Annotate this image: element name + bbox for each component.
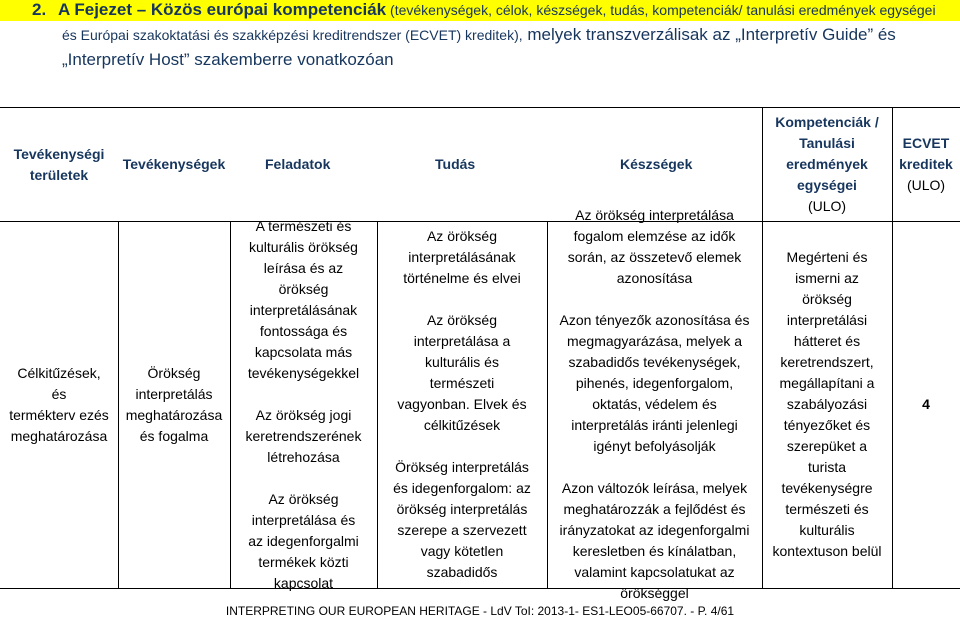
cell-area: Célkitűzések, és termékterv ezés meghatározása: [9, 364, 109, 444]
cell-skills: Az örökség interpretálása fogalom elemzése az idők során, az összetevő elemek azonosítása Azon tényezők azonosítása és megmagyarázása, melyek a szabadidős tevékenységek, pihenés, idegenforgalom, oktatás, védelem és interpretálás iránti jelenlegi igényt befolyásolják Azon változók leírása, melyek meghatározzák a fejlődést és irányzatokat az idegenforgalmi keresletben és kínálatban, valamint kapcsolatukat az örökséggel: [559, 207, 750, 601]
chapter-subtitle: (tevékenységek, célok, készségek, tudás, kompetenciák/ tanulási eredmények egységei: [386, 2, 936, 18]
heading-line-1: [32, 0, 936, 20]
header-tasks: Feladatok: [265, 156, 331, 172]
cell-tasks: A természeti és kulturális örökség leírása és az örökség interpretálásának fontossága és kapcsolata más tevékenységekkel Az örökség jogi keretrendszerének létrehozása Az örökség interpretálása és az idegenforgalmi termékek közti kapcsolat: [245, 217, 362, 591]
cell-knowledge: Az örökség interpretálásának történelme és elvei Az örökség interpretálása a kulturális és természeti vagyonban. Elvek és célkitűzések Örökség interpretálás és idegenforgalom: az örökség interpretálás szerepe a szervezett vagy kötetlen szabadidős: [393, 228, 531, 580]
header-ecvet-label: ECVET kreditek: [899, 135, 953, 172]
chapter-title: A Fejezet – Közös európai kompetenciák: [58, 0, 387, 19]
header-areas: Tevékenységi területek: [13, 145, 105, 183]
header-competences-ulo: (ULO): [807, 198, 847, 214]
header-activities: Tevékenységek: [122, 156, 226, 172]
chapter-number: 2.: [32, 0, 47, 19]
header-competences: [762, 108, 892, 221]
header-skills: Készségek: [620, 156, 693, 172]
heading-line-3: „Interpretív Host” szakemberre vonatkozóan: [62, 50, 394, 69]
cell-competences: Megérteni és ismerni az örökség interpretálási hátteret és keretrendszert, megállapítani a szabályozási tényezőket és szerepüket a turista tevékenységre természeti és kulturális kontextuson belül: [772, 249, 882, 559]
cell-ecvet-credits: 4: [922, 396, 930, 412]
competence-table: [0, 107, 960, 601]
heading-line-2: [62, 25, 896, 45]
page-footer: INTERPRETING OUR EUROPEAN HERITAGE - LdV ToI: 2013-1- ES1-LEO05-66707. - P. 4/61: [225, 604, 735, 618]
cell-activity: Örökség interpretálás meghatározása és fogalma: [125, 364, 223, 444]
header-competences-label: Kompetenciák / Tanulási eredmények egységei: [775, 114, 879, 193]
header-ecvet: [892, 108, 960, 221]
heading-line-2-big: melyek transzverzálisak az „Interpretív Guide” és: [522, 25, 896, 44]
header-ecvet-ulo: (ULO): [906, 177, 946, 193]
heading-line-2-small: és Európai szakoktatási és szakképzési kreditrendszer (ECVET) kreditek),: [62, 27, 523, 43]
header-knowledge: Tudás: [435, 156, 476, 172]
